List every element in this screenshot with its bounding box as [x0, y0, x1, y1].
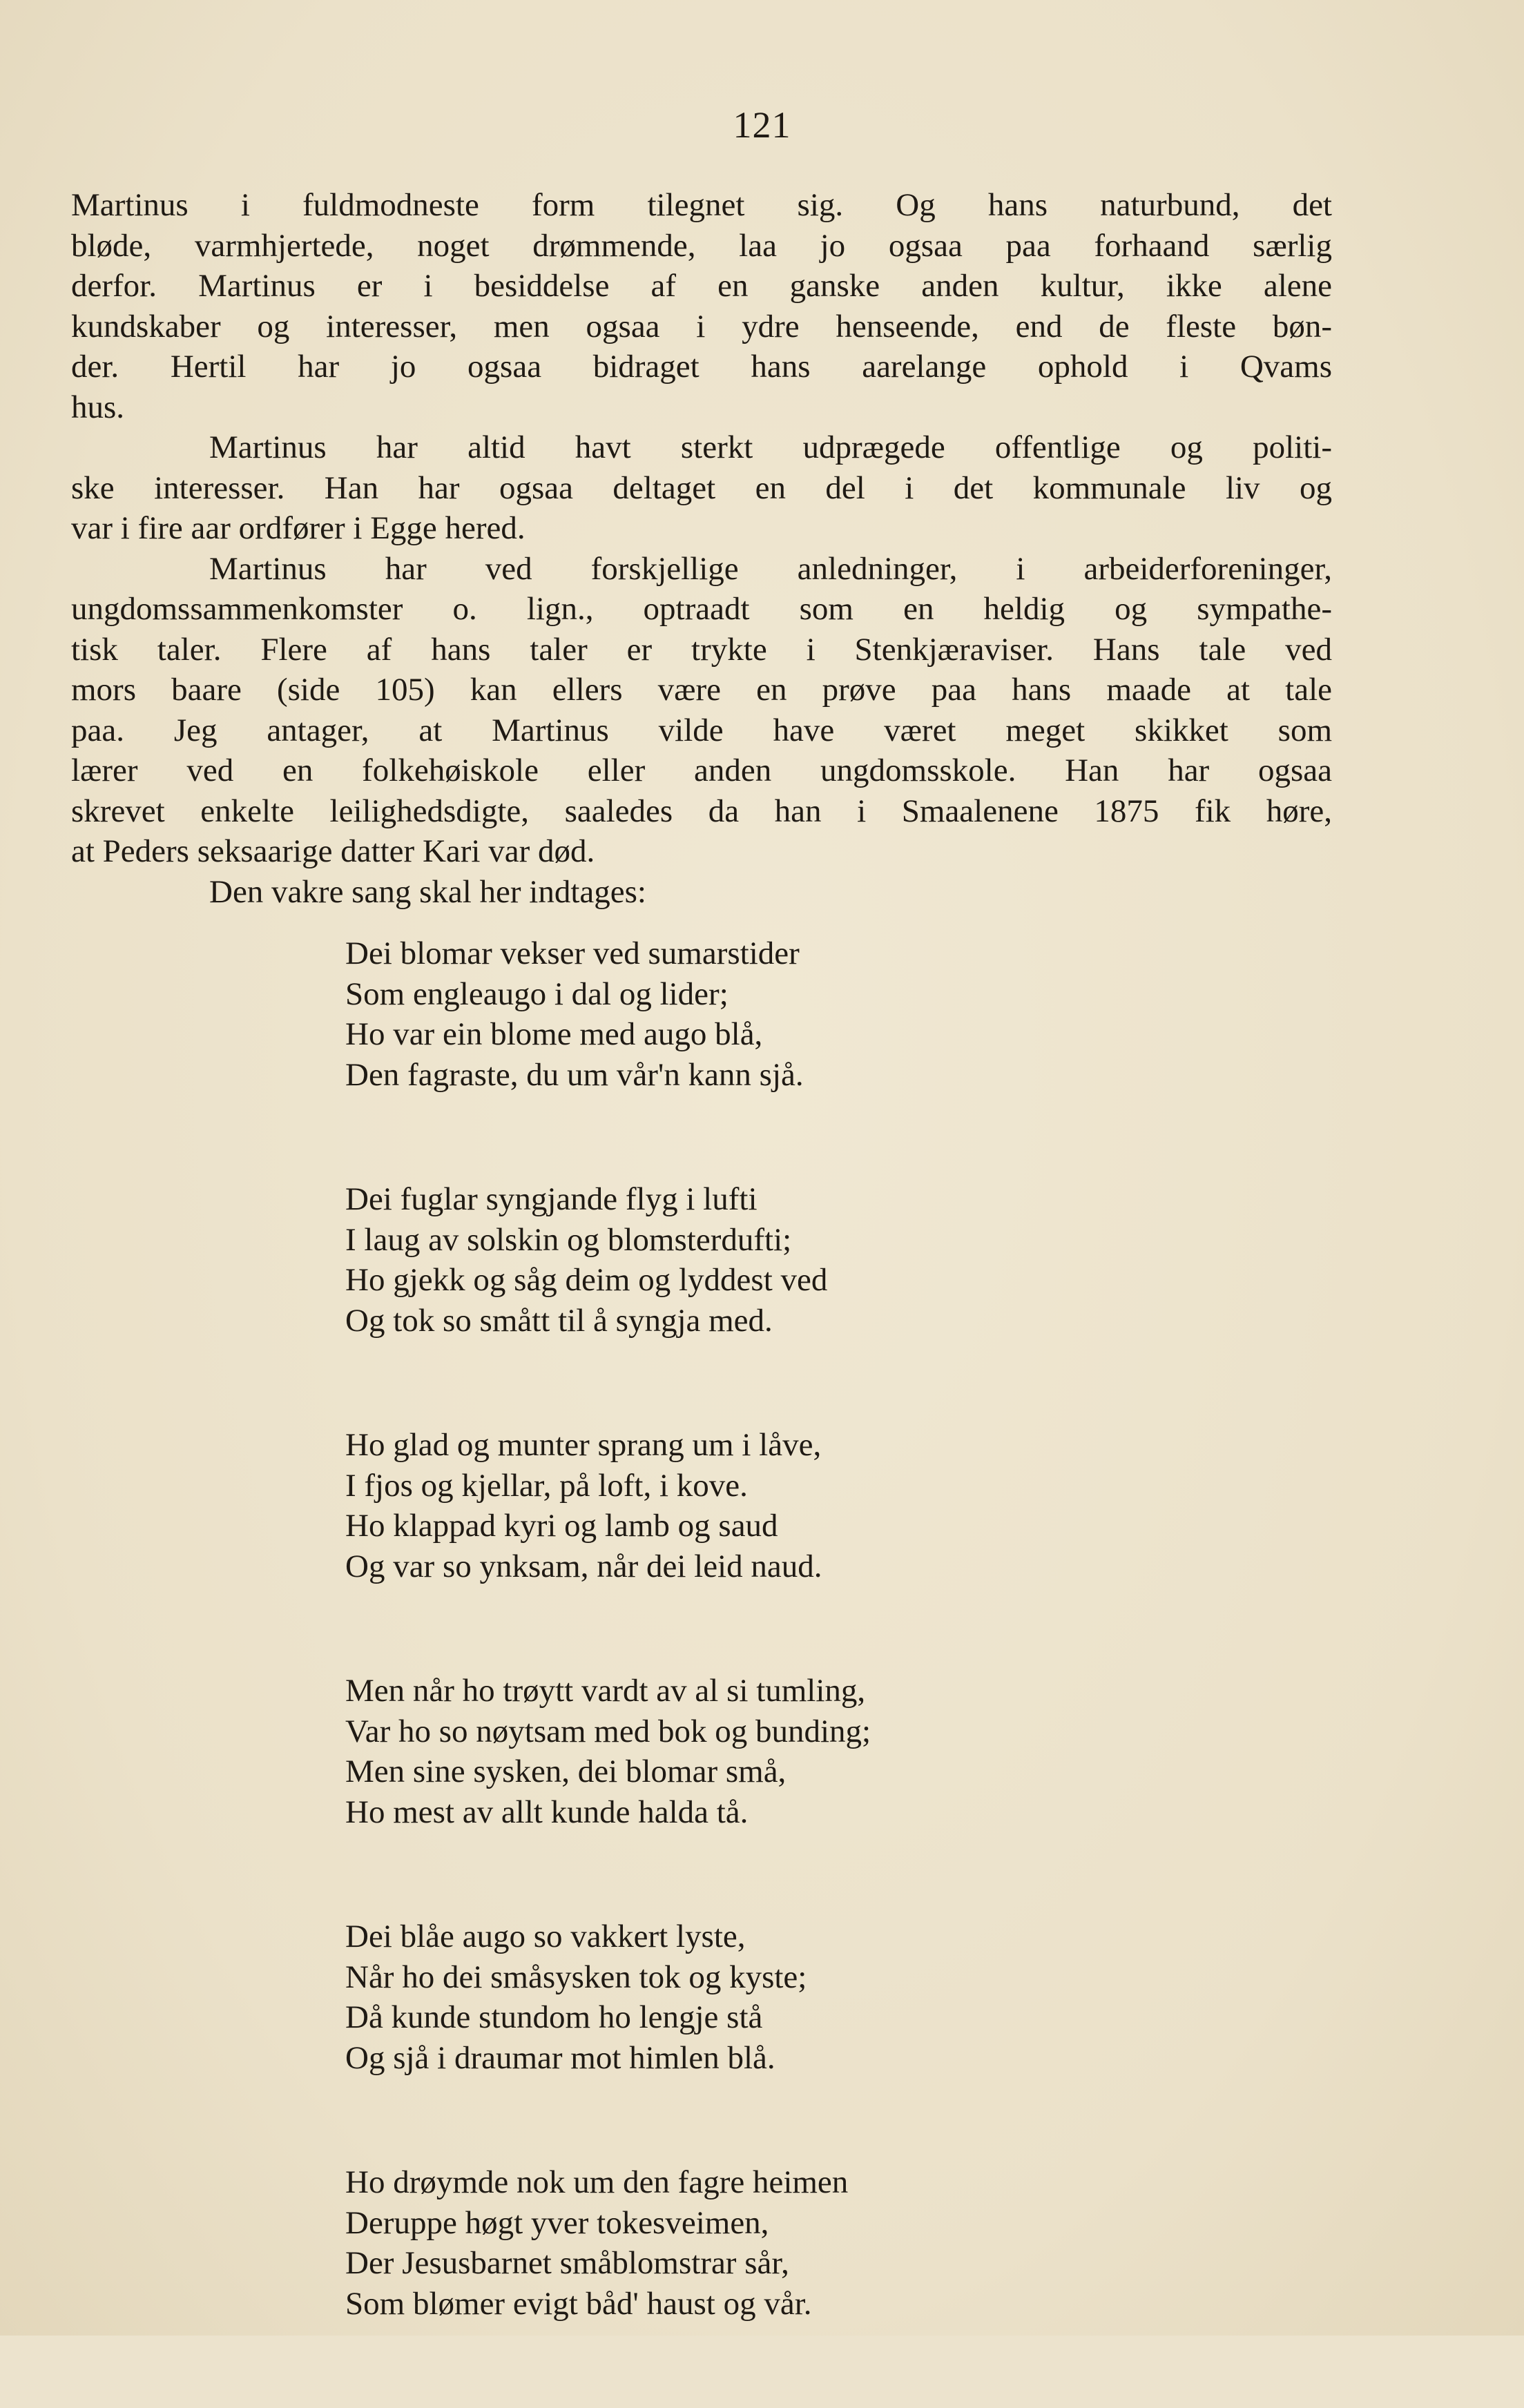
text-line: Martinus i fuldmodneste form tilegnet sig. Og hans naturbund, det [71, 187, 1332, 223]
paragraph [71, 427, 1332, 549]
text-line: bløde, varmhjertede, noget drømmende, laa jo ogsaa paa forhaand særlig [71, 227, 1332, 264]
text-line: mors baare (side 105) kan ellers være en prøve paa hans maade at tale [71, 672, 1332, 708]
verse-line: Dei blomar vekser ved sumarstider [345, 935, 800, 971]
verse-line: Ho klappad kyri og lamb og saud [345, 1508, 778, 1544]
verse-line: Og tok so smått til å syngja med. [345, 1302, 773, 1339]
paragraph [71, 185, 1332, 427]
text-line: ungdomssammenkomster o. lign., optraadt som en heldig og sympathe- [71, 591, 1332, 627]
verse-line: Den fagraste, du um vår'n kann sjå. [345, 1056, 804, 1093]
verse-line: Ho gjekk og såg deim og lyddest ved [345, 1262, 828, 1298]
stanza [345, 1425, 1105, 1586]
text-line: hus. [71, 389, 125, 425]
verse-line: Og var so ynksam, når dei leid naud. [345, 1548, 822, 1584]
verse-line: Ho glad og munter sprang um i låve, [345, 1427, 822, 1463]
stanza [345, 1671, 1105, 1832]
verse-line: Då kunde stundom ho lengje stå [345, 1999, 763, 2035]
text-line: skrevet enkelte leilighedsdigte, saaledes da han i Smaalenene 1875 fik høre, [71, 793, 1332, 829]
text-line: Den vakre sang skal her indtages: [209, 873, 646, 910]
text-line: paa. Jeg antager, at Martinus vilde have været meget skikket som [71, 712, 1332, 748]
text-line: Martinus har ved forskjellige anledninger, i arbeiderforeninger, [209, 550, 1332, 587]
verse-line: Deruppe høgt yver tokesveimen, [345, 2204, 769, 2241]
stanza [345, 933, 1105, 1095]
text-line: var i fire aar ordfører i Egge hered. [71, 510, 525, 546]
stanza [345, 2162, 1105, 2324]
verse-line: Ho var ein blome med augo blå, [345, 1016, 763, 1052]
verse-line: Som blømer evigt båd' haust og vår. [345, 2285, 812, 2322]
stanza [345, 1179, 1105, 1341]
verse-line: Dei fuglar syngjande flyg i lufti [345, 1181, 758, 1217]
verse-line: Men sine sysken, dei blomar små, [345, 1754, 787, 1789]
stanza [345, 1916, 1105, 2078]
verse-line: Ho mest av allt kunde halda tå. [345, 1794, 749, 1830]
text-line: der. Hertil har jo ogsaa bidraget hans aarelange ophold i Qvams [71, 349, 1332, 385]
prose-body [71, 185, 1332, 912]
verse-line: Som engleaugo i dal og lider; [345, 975, 729, 1012]
verse-line: I fjos og kjellar, på loft, i kove. [345, 1467, 748, 1504]
verse-line: Dei blåe augo so vakkert lyste, [345, 1919, 746, 1954]
text-line: ske interesser. Han har ogsaa deltaget en del i det kommunale liv og [71, 469, 1332, 506]
poem [345, 933, 1105, 2408]
paragraph [71, 549, 1332, 872]
text-line: tisk taler. Flere af hans taler er trykte i Stenkjæraviser. Hans tale ved [71, 631, 1332, 668]
text-line: lærer ved en folkehøiskole eller anden ungdomsskole. Han har ogsaa [71, 752, 1332, 788]
text-line: kundskaber og interesser, men ogsaa i ydre henseende, end de fleste bøn- [71, 308, 1332, 344]
text-line: derfor. Martinus er i besiddelse af en ganske anden kultur, ikke alene [71, 268, 1332, 304]
verse-line: Og sjå i draumar mot himlen blå. [345, 2039, 775, 2076]
verse-line: Der Jesusbarnet småblomstrar sår, [345, 2245, 789, 2281]
text-line: at Peders seksaarige datter Kari var død. [71, 833, 595, 869]
verse-line: Ho drøymde nok um den fagre heimen [345, 2164, 849, 2200]
verse-line: I laug av solskin og blomsterdufti; [345, 1221, 792, 1258]
page-number: 121 [733, 104, 791, 146]
paragraph [71, 872, 1332, 913]
verse-line: Når ho dei småsysken tok og kyste; [345, 1959, 807, 1995]
verse-line: Men når ho trøytt vardt av al si tumling, [345, 1673, 866, 1709]
verse-line: Var ho so nøytsam med bok og bunding; [345, 1713, 871, 1749]
text-line: Martinus har altid havt sterkt udprægede offentlige og politi- [209, 429, 1332, 465]
